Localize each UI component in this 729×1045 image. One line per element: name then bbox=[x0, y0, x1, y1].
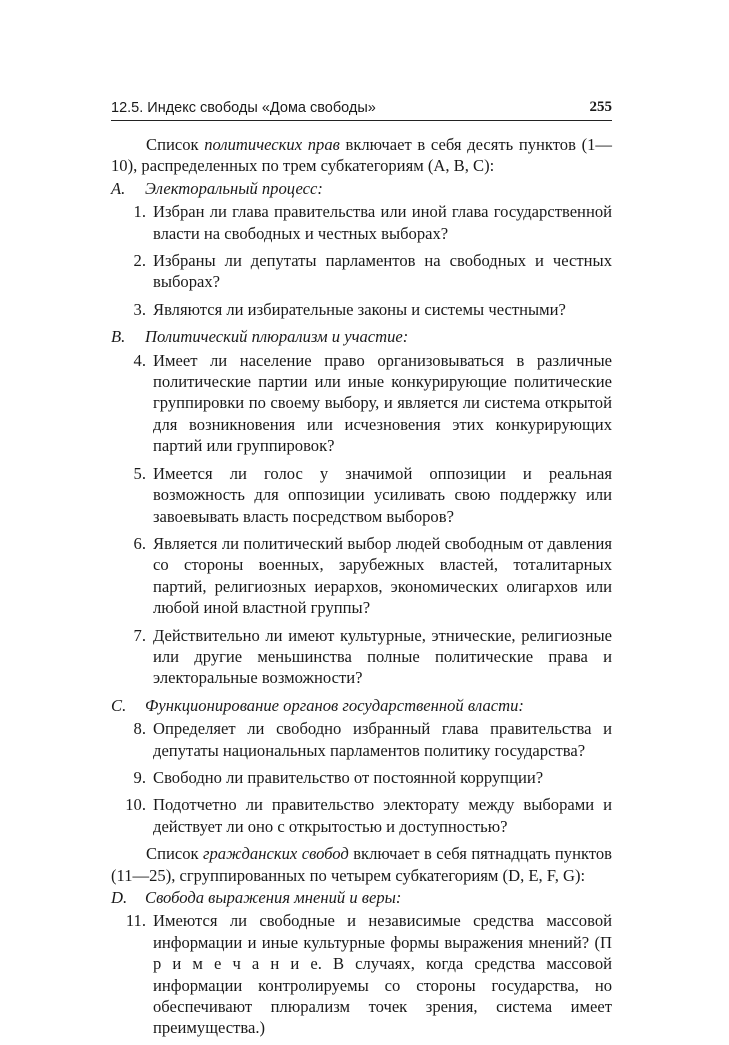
term-civil-liberties: гражданских свобод bbox=[203, 844, 349, 864]
list-item: 8. Определяет ли свободно избранный глава правительства и депутаты национальных парламентов политику государства? bbox=[133, 719, 612, 760]
page-body bbox=[111, 134, 612, 1045]
list-item: 4. Имеет ли население право организовываться в различные политические партии или иные конкурирующие политические группировки по своему выбору, и является ли система открытой для возникновения или исчезновения этих конкурирующих партий или группировок? bbox=[133, 350, 612, 456]
list-item: 1. Избран ли глава правительства или иной глава государственной власти на свободных и честных выборах? bbox=[133, 202, 612, 243]
term-political-rights: политических прав bbox=[204, 135, 340, 154]
section-heading-a: A. Электоральный процесс: bbox=[111, 178, 323, 198]
list-item: 5. Имеется ли голос у значимой оппозиции и реальная возможность для оппозиции усиливать свою поддержку или завоевывать власть посредством выборов? bbox=[133, 463, 612, 526]
running-header bbox=[111, 92, 612, 121]
list-item: 11. Имеются ли свободные и независимые средства массовой информации и иные культурные формы выражения мнений? (П р и м е ч а н и е. В случаях, когда средства массовой информации контролируемы со стороны государства, но обеспечивают плюрализм точек зрения, система имеет преимущества.) bbox=[125, 911, 612, 1038]
intro-political-paragraph: Список политических прав включает в себя десять пунктов (1—10), распределенных по трем субкатегориям (А, В, С): bbox=[111, 135, 612, 176]
list-item: 2. Избраны ли депутаты парламентов на свободных и честных выборах? bbox=[133, 251, 612, 292]
section-heading-d: D. Свобода выражения мнений и веры: bbox=[111, 888, 402, 907]
page-number: 255 bbox=[589, 99, 612, 115]
section-heading-c: C. Функционирование органов государственной власти: bbox=[111, 695, 524, 715]
list-item: 7. Действительно ли имеют культурные, этнические, религиозные или другие меньшинства полные политические права и электоральные возможности? bbox=[133, 625, 612, 688]
section-heading-b: B. Политический плюрализм и участие: bbox=[111, 327, 409, 347]
intro-civil-paragraph: Список гражданских свобод включает в себя пятнадцать пунктов (11—25), сгруппированных по четырем субкатегориям (D, E, F, G): bbox=[111, 844, 612, 885]
list-item: 3. Являются ли избирательные законы и системы честными? bbox=[133, 299, 566, 319]
list-item: 10. Подотчетно ли правительство электорату между выборами и действует ли оно с открытостью и доступностью? bbox=[125, 795, 612, 836]
list-item: 9. Свободно ли правительство от постоянной коррупции? bbox=[133, 767, 544, 787]
running-title: 12.5. Индекс свободы «Дома свободы» bbox=[111, 100, 376, 116]
list-item: 6. Является ли политический выбор людей свободным от давления со стороны военных, зарубежных властей, тоталитарных партий, религиозных иерархов, экономических олигархов или любой иной властной группы? bbox=[133, 533, 612, 618]
